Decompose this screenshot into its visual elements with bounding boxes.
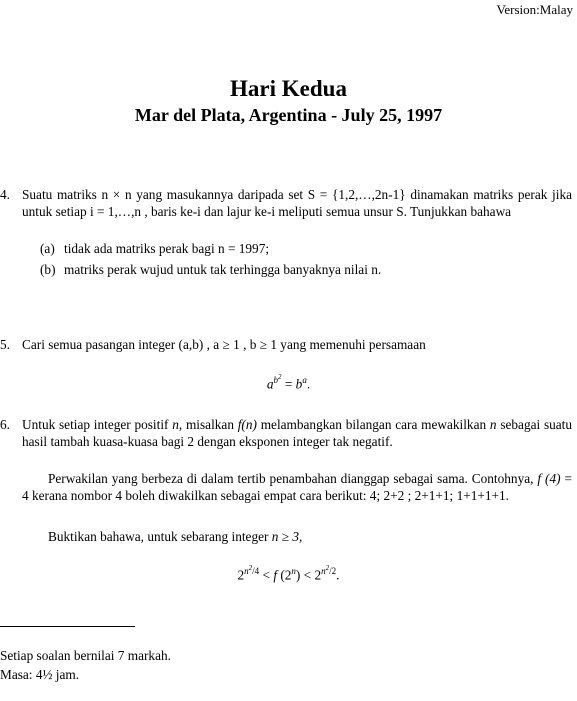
problem-5-text: Cari semua pasangan integer (a,b) , a ≥ 1 , b ≥ 1 yang memenuhi persamaan — [22, 337, 426, 352]
p6-para2b: = 4 kerana nombor 4 boleh diwakilkan sebagai empat cara berikut: 4; 2+2 ; 2+1+1; 1+1+1+1. — [22, 471, 573, 503]
page-title: Hari Kedua — [230, 76, 347, 101]
p6-f4: f (4) — [537, 471, 561, 486]
p6-t1: Untuk setiap integer positif — [22, 417, 169, 432]
version-label: Version:Malay — [496, 2, 573, 17]
problem-5-number: 5. — [0, 337, 10, 352]
problem-4-text: Suatu matriks n × n yang masukannya daripada set S = {1,2,…,2n-1} dinamakan matriks perak jika untuk setiap i = 1,…,n , baris ke-i dan lajur ke-i meliputi semua unsur S. Tunjukkan bahawa — [22, 187, 572, 219]
problem-4a-text: tidak ada matriks perak bagi n = 1997; — [64, 241, 270, 256]
problem-6-para3 — [22, 528, 572, 545]
p6-para3: Buktikan bahawa, untuk sebarang integer — [48, 529, 269, 544]
problem-6-equation: $2^{n^2/4} < f$ $(2^n) < 2^{n^2/2}$. — [237, 564, 340, 583]
p6-para3b: n ≥ 3, — [271, 529, 303, 544]
p6-t2: , misalkan — [178, 417, 234, 432]
problem-4a-label: (a) — [40, 241, 55, 256]
problem-6-number: 6. — [0, 417, 10, 432]
p6-t3: melambangkan bilangan cara mewakilkan — [260, 417, 487, 432]
p6-n2: n — [489, 417, 497, 432]
footer-line-2: Masa: 4½ jam. — [0, 667, 80, 682]
footer-line-1: Setiap soalan bernilai 7 markah. — [0, 648, 171, 663]
p6-n1: n — [172, 417, 179, 432]
problem-5-eq-period: . — [306, 376, 311, 392]
problem-6-para2 — [22, 470, 572, 504]
problem-4b-text: matriks perak wujud untuk tak terhingga banyaknya nilai n. — [64, 262, 382, 277]
problem-4b — [40, 261, 381, 278]
p6-fn: f(n) — [237, 417, 257, 432]
p6-t4: sebagai suatu hasil tambah kuasa-kuasa bagi 2 dengan eksponen integer tak negatif. — [22, 417, 573, 449]
footnote-rule — [0, 626, 135, 627]
problem-4-number: 4. — [0, 187, 10, 202]
page-subtitle: Mar del Plata, Argentina - July 25, 1997 — [134, 105, 443, 125]
problem-5-equation: $a^{b^2} = b^a$. — [266, 373, 311, 392]
problem-4a — [40, 240, 269, 257]
p6-para2: Perwakilan yang berbeza di dalam tertib penambahan dianggap sebagai sama. Contohnya, — [48, 471, 534, 486]
problem-4b-label: (b) — [40, 262, 56, 277]
problem-6-text — [22, 416, 572, 450]
problem-6-eq-period: . — [336, 567, 340, 583]
